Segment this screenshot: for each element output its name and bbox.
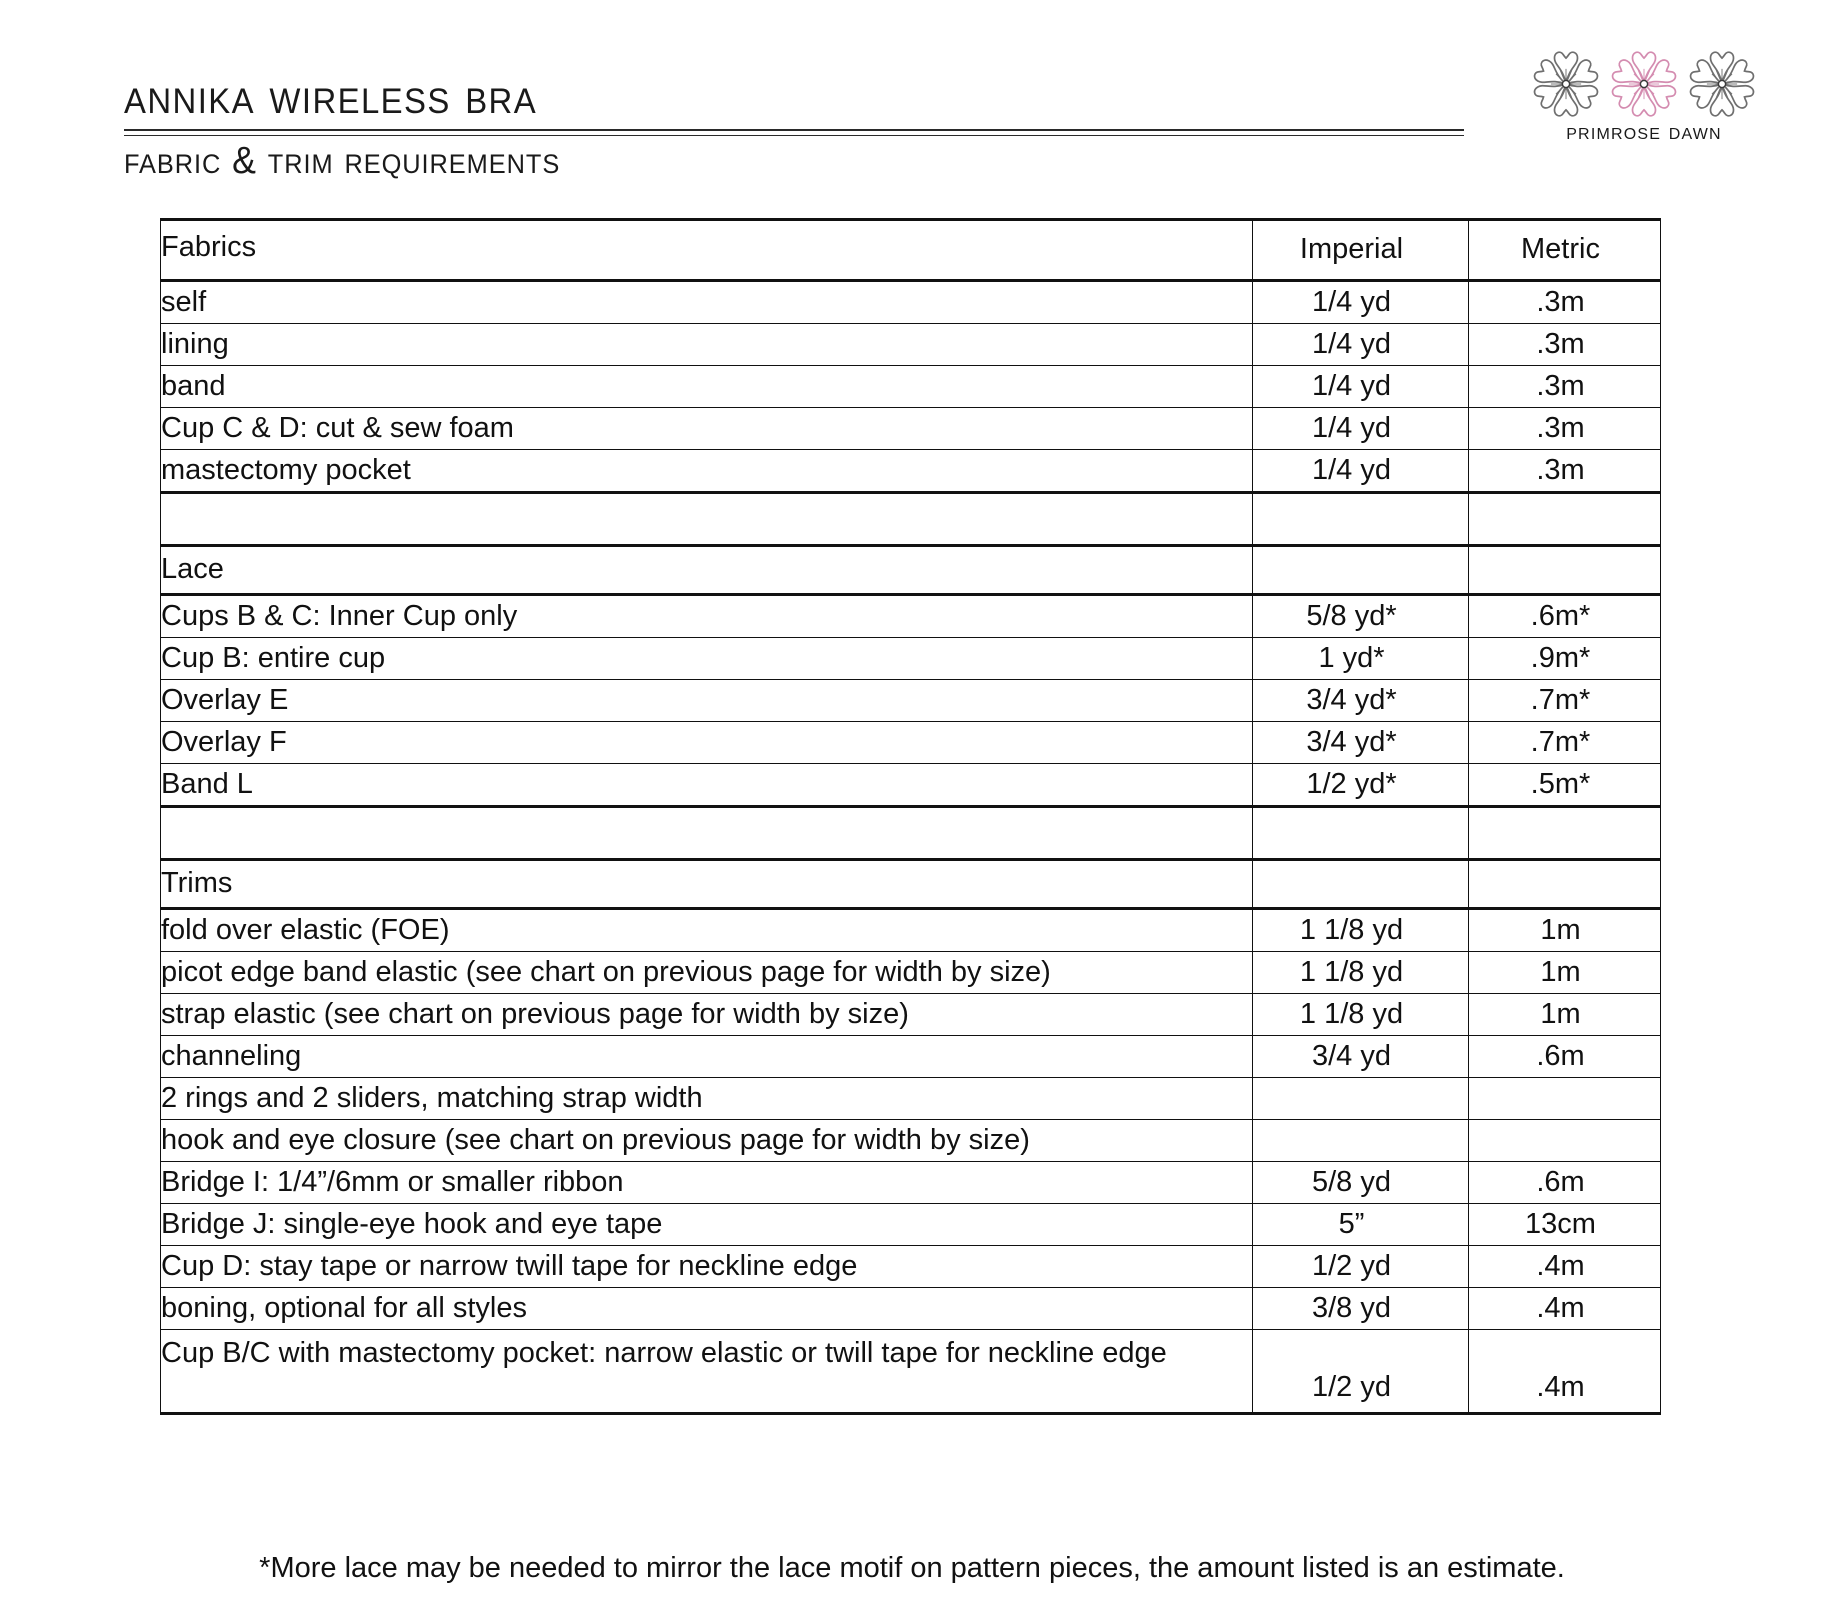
table-row xyxy=(161,1288,1661,1330)
row-metric-value: .6m* xyxy=(1469,595,1661,638)
row-imperial-value: 1/4 yd xyxy=(1253,324,1469,366)
brand-name: primrose dawn xyxy=(1566,118,1722,144)
row-imperial-value: 3/8 yd xyxy=(1253,1288,1469,1330)
row-description: Cup B: entire cup xyxy=(161,638,1253,680)
table-row xyxy=(161,450,1661,493)
row-description: strap elastic (see chart on previous page for width by size) xyxy=(161,994,1253,1036)
table-row xyxy=(161,1330,1661,1414)
table-row xyxy=(161,722,1661,764)
table-row xyxy=(161,680,1661,722)
row-metric-value: 1m xyxy=(1469,952,1661,994)
row-description: Cup B/C with mastectomy pocket: narrow elastic or twill tape for neckline edge xyxy=(161,1330,1253,1414)
requirements-table-wrapper xyxy=(160,218,1660,1415)
row-metric-value xyxy=(1469,860,1661,909)
page-title: annika wireless bra xyxy=(124,68,538,124)
table-spacer-row xyxy=(161,807,1661,860)
table-spacer-row xyxy=(161,493,1661,546)
row-metric-value: .4m xyxy=(1469,1288,1661,1330)
row-metric-value xyxy=(1469,1120,1661,1162)
row-imperial-value: 5” xyxy=(1253,1204,1469,1246)
row-metric-value: .7m* xyxy=(1469,722,1661,764)
table-row xyxy=(161,1246,1661,1288)
flower-icon-right xyxy=(1684,48,1760,120)
section-label: Trims xyxy=(161,860,1253,909)
row-metric-value: .6m xyxy=(1469,1162,1661,1204)
title-block xyxy=(124,70,1464,181)
row-imperial-value xyxy=(1253,807,1469,860)
row-imperial-value: 3/4 yd* xyxy=(1253,680,1469,722)
row-imperial-value: 3/4 yd* xyxy=(1253,722,1469,764)
row-metric-value xyxy=(1469,807,1661,860)
table-row xyxy=(161,1036,1661,1078)
row-imperial-value xyxy=(1253,1120,1469,1162)
row-description: Cups B & C: Inner Cup only xyxy=(161,595,1253,638)
table-row xyxy=(161,638,1661,680)
row-description: Cup C & D: cut & sew foam xyxy=(161,408,1253,450)
column-header-metric: Metric xyxy=(1469,220,1661,281)
row-metric-value: .3m xyxy=(1469,324,1661,366)
row-metric-value: .3m xyxy=(1469,450,1661,493)
row-imperial-value: 5/8 yd xyxy=(1253,1162,1469,1204)
section-label: Lace xyxy=(161,546,1253,595)
row-imperial-value: 3/4 yd xyxy=(1253,1036,1469,1078)
row-description: 2 rings and 2 sliders, matching strap width xyxy=(161,1078,1253,1120)
flower-icon-center xyxy=(1606,48,1682,120)
row-metric-value: .4m xyxy=(1469,1330,1661,1414)
row-metric-value: .3m xyxy=(1469,281,1661,324)
row-imperial-value: 1/2 yd xyxy=(1253,1330,1469,1414)
row-metric-value: 13cm xyxy=(1469,1204,1661,1246)
row-description: Bridge I: 1/4”/6mm or smaller ribbon xyxy=(161,1162,1253,1204)
table-row xyxy=(161,952,1661,994)
table-row xyxy=(161,1078,1661,1120)
row-metric-value: .7m* xyxy=(1469,680,1661,722)
fabric-trim-requirements-table xyxy=(160,218,1661,1415)
table-row xyxy=(161,595,1661,638)
row-imperial-value: 1 1/8 yd xyxy=(1253,952,1469,994)
row-imperial-value: 1/4 yd xyxy=(1253,408,1469,450)
row-metric-value: 1m xyxy=(1469,909,1661,952)
table-row xyxy=(161,408,1661,450)
row-description: Band L xyxy=(161,764,1253,807)
table-row xyxy=(161,1120,1661,1162)
row-imperial-value: 1/2 yd* xyxy=(1253,764,1469,807)
table-section-row xyxy=(161,860,1661,909)
row-description: band xyxy=(161,366,1253,408)
row-description: Overlay F xyxy=(161,722,1253,764)
row-description: Overlay E xyxy=(161,680,1253,722)
row-imperial-value xyxy=(1253,860,1469,909)
column-header-imperial: Imperial xyxy=(1253,220,1469,281)
row-description: picot edge band elastic (see chart on previous page for width by size) xyxy=(161,952,1253,994)
row-imperial-value: 1 1/8 yd xyxy=(1253,909,1469,952)
row-imperial-value: 5/8 yd* xyxy=(1253,595,1469,638)
row-description: boning, optional for all styles xyxy=(161,1288,1253,1330)
flower-icon-left xyxy=(1528,48,1604,120)
row-metric-value: .6m xyxy=(1469,1036,1661,1078)
row-description: Cup D: stay tape or narrow twill tape for neckline edge xyxy=(161,1246,1253,1288)
row-metric-value: .5m* xyxy=(1469,764,1661,807)
row-imperial-value xyxy=(1253,493,1469,546)
row-description: mastectomy pocket xyxy=(161,450,1253,493)
row-imperial-value: 1/4 yd xyxy=(1253,450,1469,493)
table-row xyxy=(161,1204,1661,1246)
logo-flower-group xyxy=(1524,48,1764,120)
row-imperial-value: 1 1/8 yd xyxy=(1253,994,1469,1036)
table-section-row xyxy=(161,546,1661,595)
row-metric-value xyxy=(1469,546,1661,595)
column-header-fabrics: Fabrics xyxy=(161,220,1253,281)
title-divider xyxy=(124,129,1464,136)
row-metric-value: .9m* xyxy=(1469,638,1661,680)
row-imperial-value: 1 yd* xyxy=(1253,638,1469,680)
document-header xyxy=(0,0,1824,190)
footnote-text: *More lace may be needed to mirror the lace motif on pattern pieces, the amount listed is an estimate. xyxy=(259,1552,1565,1584)
table-row xyxy=(161,281,1661,324)
row-imperial-value xyxy=(1253,1078,1469,1120)
row-metric-value: .3m xyxy=(1469,366,1661,408)
table-row xyxy=(161,324,1661,366)
brand-logo xyxy=(1524,48,1764,145)
table-body xyxy=(161,220,1661,1414)
table-row xyxy=(161,366,1661,408)
row-description: channeling xyxy=(161,1036,1253,1078)
row-description: Bridge J: single-eye hook and eye tape xyxy=(161,1204,1253,1246)
table-row xyxy=(161,909,1661,952)
row-imperial-value: 1/4 yd xyxy=(1253,281,1469,324)
row-metric-value: .3m xyxy=(1469,408,1661,450)
table-row xyxy=(161,994,1661,1036)
row-description: fold over elastic (FOE) xyxy=(161,909,1253,952)
table-header-row xyxy=(161,220,1661,281)
row-metric-value: 1m xyxy=(1469,994,1661,1036)
row-description: self xyxy=(161,281,1253,324)
row-description: hook and eye closure (see chart on previous page for width by size) xyxy=(161,1120,1253,1162)
row-description: lining xyxy=(161,324,1253,366)
table-row xyxy=(161,1162,1661,1204)
row-description xyxy=(161,807,1253,860)
row-metric-value xyxy=(1469,493,1661,546)
row-metric-value: .4m xyxy=(1469,1246,1661,1288)
row-description xyxy=(161,493,1253,546)
row-imperial-value: 1/4 yd xyxy=(1253,366,1469,408)
row-imperial-value xyxy=(1253,546,1469,595)
row-metric-value xyxy=(1469,1078,1661,1120)
row-imperial-value: 1/2 yd xyxy=(1253,1246,1469,1288)
page-subtitle: fabric & trim requirements xyxy=(124,139,561,182)
table-row xyxy=(161,764,1661,807)
